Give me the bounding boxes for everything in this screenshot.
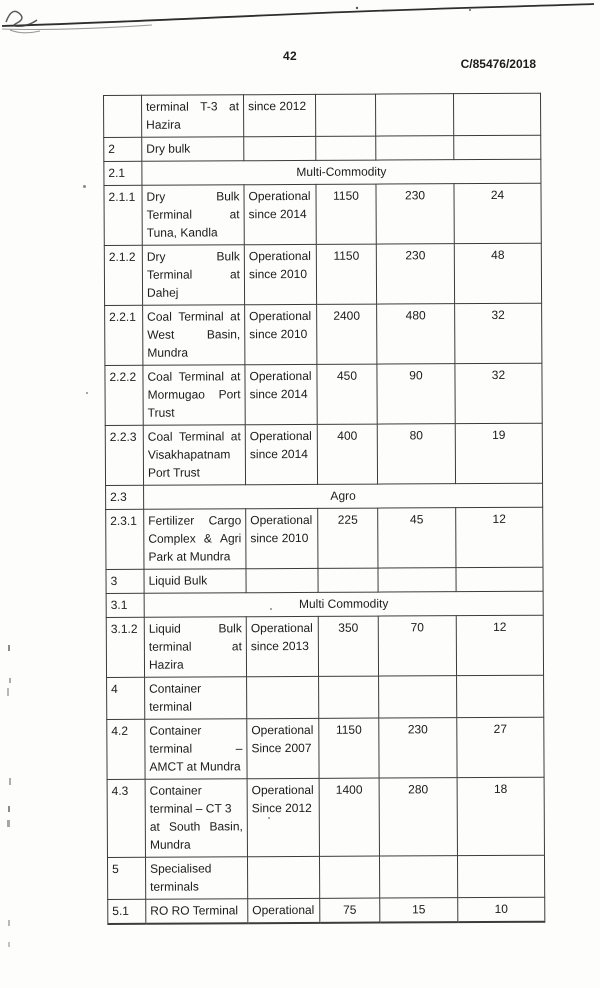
scan-speck [8, 942, 10, 947]
scan-speck [270, 608, 272, 610]
table-row [105, 303, 542, 365]
operational-status-cell [244, 136, 316, 160]
scan-dot [356, 7, 358, 9]
table-row [106, 567, 543, 593]
terminal-name-cell: Coal Terminal at Visakhapatnam Port Trust [143, 425, 245, 486]
page-number: 42 [283, 49, 297, 63]
table-row [106, 615, 543, 677]
value-cell [315, 94, 375, 136]
value-cell: 450 [317, 364, 377, 424]
value-cell: 32 [455, 303, 542, 363]
table-row [104, 243, 541, 305]
value-cell: 2400 [317, 304, 377, 364]
value-cell [379, 676, 457, 718]
scan-edge-line [2, 4, 594, 26]
operational-status-cell: since 2012 [244, 94, 316, 136]
serial-number-cell: 2.1 [104, 161, 142, 185]
value-cell: 280 [379, 778, 457, 856]
serial-number-cell: 5.1 [108, 899, 146, 924]
operational-status-cell: Operational [248, 898, 320, 923]
value-cell: 27 [457, 717, 544, 777]
value-cell: 230 [376, 244, 454, 304]
value-cell [457, 855, 544, 897]
scan-edge-artifact [0, 0, 600, 44]
value-cell [378, 568, 456, 592]
table-row [106, 507, 543, 569]
value-cell: 350 [318, 616, 378, 676]
terminal-name-cell: Dry Bulk Terminal at Tuna, Kandla [142, 185, 244, 246]
value-cell [453, 93, 540, 135]
operational-status-cell: Operational since 2010 [245, 304, 317, 364]
scan-speck [268, 817, 270, 819]
value-cell: 12 [456, 615, 543, 675]
terminal-name-cell: RO RO Terminal [146, 899, 248, 924]
serial-number-cell: 4 [107, 677, 145, 719]
operational-status-cell [247, 676, 319, 718]
table-row [107, 717, 544, 779]
terminal-name-cell: Dry bulk [142, 137, 244, 162]
value-cell: 70 [378, 616, 456, 676]
value-cell [456, 567, 543, 591]
value-cell [319, 856, 379, 898]
table-row [104, 93, 541, 137]
terminals-table-wrapper [103, 93, 545, 925]
case-reference-number: C/85476/2018 [460, 57, 536, 71]
operational-status-cell [247, 856, 319, 898]
value-cell: 1150 [316, 244, 376, 304]
operational-status-cell: Operational since 2010 [246, 508, 318, 568]
category-span-cell: Agro [144, 483, 543, 509]
value-cell [376, 136, 454, 160]
pen-scribble-icon [6, 11, 37, 26]
terminal-name-cell: Container terminal [145, 677, 247, 720]
value-cell: 480 [377, 304, 455, 364]
operational-status-cell: Operational Since 2007 [247, 718, 319, 778]
terminal-name-cell: Dry Bulk Terminal at Dahej [142, 245, 244, 306]
value-cell: 400 [317, 424, 377, 484]
scan-speck [8, 920, 10, 926]
operational-status-cell: Operational since 2014 [245, 364, 317, 424]
serial-number-cell: 2.2.2 [105, 365, 143, 425]
pen-scribble-tail [10, 30, 40, 33]
serial-number-cell: 2.3.1 [106, 509, 144, 569]
value-cell: 18 [457, 777, 544, 855]
scan-speck [8, 645, 10, 651]
value-cell: 90 [377, 364, 455, 424]
table-row [108, 897, 545, 924]
serial-number-cell: 2 [104, 137, 142, 161]
serial-number-cell [104, 95, 142, 137]
scan-speck [7, 688, 9, 696]
table-row [105, 363, 542, 425]
value-cell [454, 135, 541, 159]
value-cell: 225 [318, 508, 378, 568]
terminal-name-cell: Coal Terminal at West Basin, Mundra [143, 305, 245, 366]
scan-speck [8, 806, 10, 812]
value-cell: 15 [380, 898, 458, 923]
value-cell [375, 94, 453, 136]
category-span-cell: Multi Commodity [144, 591, 543, 617]
table-row [105, 423, 542, 485]
value-cell [318, 568, 378, 592]
value-cell: 1150 [316, 184, 376, 244]
table-row [104, 159, 541, 185]
serial-number-cell: 5 [107, 857, 145, 899]
table-row [104, 183, 541, 245]
scan-speck [9, 678, 11, 683]
value-cell: 12 [456, 507, 543, 567]
terminal-name-cell: Fertilizer Cargo Complex & Agri Park at Mundra [144, 509, 246, 570]
serial-number-cell: 3.1.2 [106, 617, 144, 677]
serial-number-cell: 2.1.1 [104, 185, 142, 245]
value-cell: 1400 [319, 778, 379, 856]
scan-speck [7, 820, 10, 827]
value-cell: 80 [377, 424, 455, 484]
value-cell: 24 [454, 183, 541, 243]
table-row [106, 483, 543, 509]
value-cell [319, 676, 379, 718]
table-row [107, 675, 544, 719]
value-cell: 1150 [319, 718, 379, 778]
value-cell [316, 136, 376, 160]
value-cell: 230 [379, 718, 457, 778]
terminal-name-cell: terminal T-3 at Hazira [142, 95, 244, 138]
serial-number-cell: 3 [106, 569, 144, 593]
terminal-name-cell: Coal Terminal at Mormugao Port Trust [143, 365, 245, 426]
value-cell: 45 [378, 508, 456, 568]
serial-number-cell: 2.2.1 [105, 305, 143, 365]
operational-status-cell: Operational since 2013 [246, 616, 318, 676]
terminal-name-cell: Specialised terminals [145, 857, 247, 900]
terminal-name-cell: Liquid Bulk terminal at Hazira [144, 617, 246, 678]
value-cell [457, 675, 544, 717]
terminal-name-cell: Container terminal – AMCT at Mundra [145, 719, 247, 780]
operational-status-cell: Operational since 2010 [244, 244, 316, 304]
scan-dot [469, 9, 471, 11]
operational-status-cell [246, 568, 318, 592]
serial-number-cell: 2.3 [106, 485, 144, 509]
serial-number-cell: 2.2.3 [105, 425, 143, 485]
scan-speck [9, 778, 11, 785]
serial-number-cell: 4.2 [107, 719, 145, 779]
category-span-cell: Multi-Commodity [142, 159, 541, 185]
scan-speck [83, 185, 86, 188]
value-cell: 48 [454, 243, 541, 303]
serial-number-cell: 3.1 [106, 593, 144, 617]
value-cell [379, 856, 457, 898]
serial-number-cell: 4.3 [107, 779, 145, 857]
value-cell: 32 [455, 363, 542, 423]
value-cell: 75 [320, 898, 380, 923]
value-cell: 10 [458, 897, 545, 922]
table-row [106, 591, 543, 617]
table-row [107, 777, 544, 857]
table-row [104, 135, 541, 161]
value-cell: 19 [455, 423, 542, 483]
scan-speck [86, 392, 88, 394]
operational-status-cell: Operational Since 2012 [247, 778, 319, 856]
table-row [107, 855, 544, 899]
value-cell: 230 [376, 184, 454, 244]
terminal-name-cell: Liquid Bulk [144, 569, 246, 594]
terminals-table [103, 93, 545, 925]
terminal-name-cell: Container terminal – CT 3 at South Basin, Mundra [145, 779, 247, 858]
serial-number-cell: 2.1.2 [104, 245, 142, 305]
operational-status-cell: Operational since 2014 [245, 424, 317, 484]
operational-status-cell: Operational since 2014 [244, 184, 316, 244]
